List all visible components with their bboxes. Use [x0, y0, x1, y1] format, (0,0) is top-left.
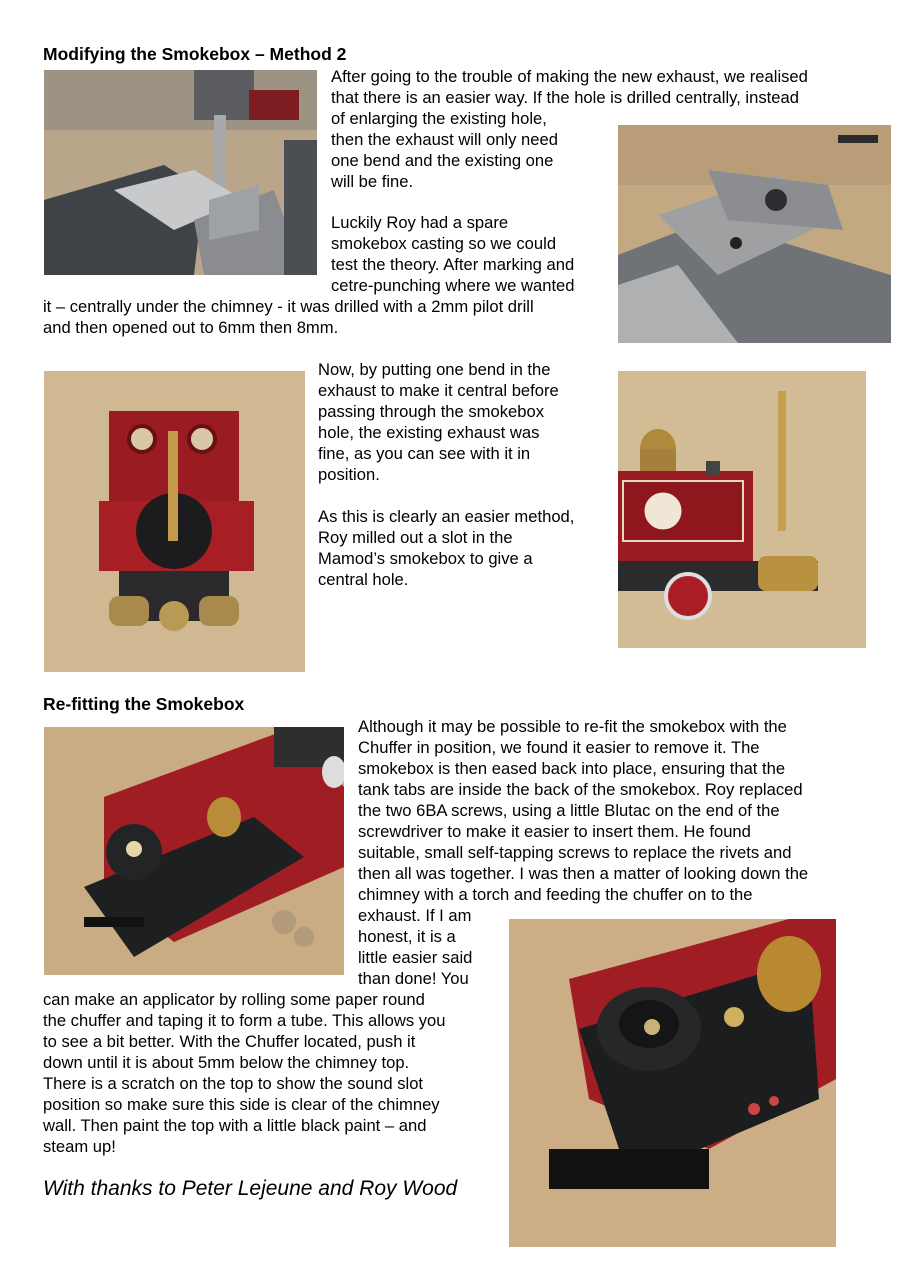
text-line: wall. Then paint the top with a little black paint – and [43, 1116, 427, 1135]
text-line: screwdriver to make it easier to insert them. He found [358, 822, 751, 841]
text-line: test the theory. After marking and [331, 255, 575, 274]
text-line: Luckily Roy had a spare [331, 213, 509, 232]
text-line: down until it is about 5mm below the chimney top. [43, 1053, 410, 1072]
text-line: little easier said [358, 948, 473, 967]
text-line: of enlarging the existing hole, [331, 109, 547, 128]
text-line: the two 6BA screws, using a little Blutac on the end of the [358, 801, 780, 820]
text-line: suitable, small self-tapping screws to replace the rivets and [358, 843, 792, 862]
text-line: to see a bit better. With the Chuffer located, push it [43, 1032, 416, 1051]
text-line: and then opened out to 6mm then 8mm. [43, 318, 339, 337]
photo-drilled-casting [618, 125, 891, 343]
text-line: then the exhaust will only need [331, 130, 558, 149]
text-line: than done! You [358, 969, 469, 988]
text-line: fine, as you can see with it in [318, 444, 531, 463]
text-line: that there is an easier way. If the hole is drilled centrally, instead [331, 88, 799, 107]
text-line: honest, it is a [358, 927, 456, 946]
text-line: Mamod’s smokebox to give a [318, 549, 533, 568]
text-line: the chuffer and taping it to form a tube. This allows you [43, 1011, 446, 1030]
text-line: can make an applicator by rolling some paper round [43, 990, 425, 1009]
text-line: hole, the existing exhaust was [318, 423, 540, 442]
text-line: smokebox is then eased back into place, ensuring that the [358, 759, 786, 778]
section-heading-refitting: Re-fitting the Smokebox [43, 694, 245, 714]
acknowledgement: With thanks to Peter Lejeune and Roy Wood [43, 1177, 458, 1200]
text-line: steam up! [43, 1137, 116, 1156]
text-line: After going to the trouble of making the new exhaust, we realised [331, 67, 808, 86]
text-line: it – centrally under the chimney - it was drilled with a 2mm pilot drill [43, 297, 534, 316]
text-line: position. [318, 465, 380, 484]
text-line: There is a scratch on the top to show the sound slot [43, 1074, 424, 1093]
text-line: will be fine. [331, 172, 414, 191]
text-line: central hole. [318, 570, 409, 589]
photo-loco-front-exhaust [44, 371, 305, 672]
photo-drilling-smokebox [44, 70, 317, 275]
text-line: passing through the smokebox [318, 402, 545, 421]
text-line: exhaust. If I am [358, 906, 472, 925]
section-heading-method-2: Modifying the Smokebox – Method 2 [43, 44, 347, 64]
text-line: smokebox casting so we could [331, 234, 557, 253]
text-line: Now, by putting one bend in the [318, 360, 551, 379]
text-line: then all was together. I was then a matter of looking down the [358, 864, 809, 883]
text-line: As this is clearly an easier method, [318, 507, 575, 526]
text-line: position so make sure this side is clear of the chimney [43, 1095, 440, 1114]
photo-chuffer-fitted [509, 919, 836, 1247]
text-line: Roy milled out a slot in the [318, 528, 513, 547]
photo-loco-top-view [44, 727, 344, 975]
text-line: chimney with a torch and feeding the chuffer on to the [358, 885, 753, 904]
text-line: Although it may be possible to re-fit the smokebox with the [358, 717, 787, 736]
text-line: one bend and the existing one [331, 151, 554, 170]
photo-loco-side-exhaust [618, 371, 866, 648]
text-line: Chuffer in position, we found it easier to remove it. The [358, 738, 760, 757]
text-line: cetre-punching where we wanted [331, 276, 575, 295]
text-line: tank tabs are inside the back of the smokebox. Roy replaced [358, 780, 803, 799]
text-line: exhaust to make it central before [318, 381, 559, 400]
